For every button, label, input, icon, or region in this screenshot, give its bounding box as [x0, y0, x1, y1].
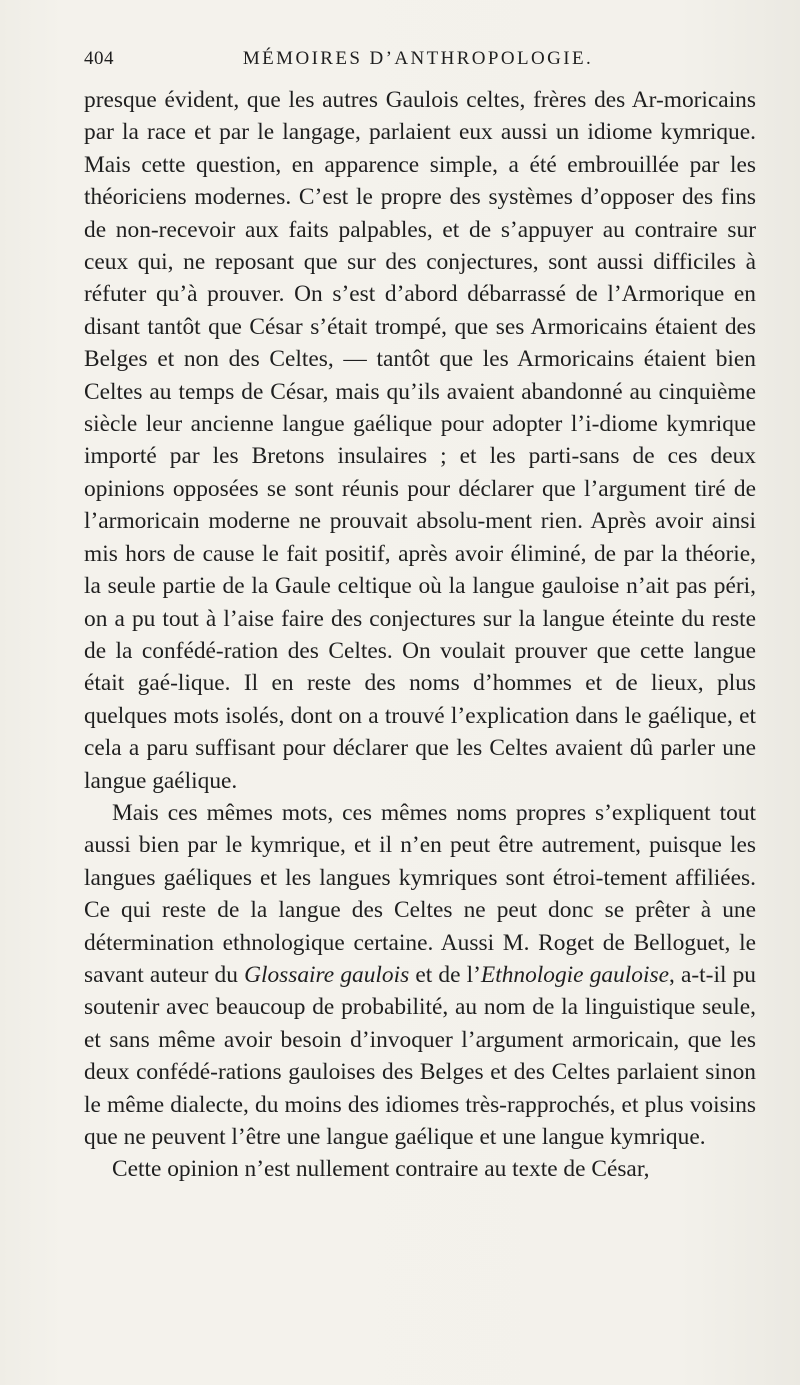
paragraph: [84, 1153, 756, 1185]
paragraph-continuation: [84, 84, 756, 797]
paragraph-text: , a-t-il pu soutenir avec beaucoup de probabilité, au nom de la linguistique seule, et sans même avoir besoin d’invoquer l’argument armoricain, que les deux confédé-rations gauloises des Belges et des Celtes parlaient sinon le même dialecte, du moins des idiomes très-rapprochés, et plus voisins que ne peuvent l’être une langue gaélique et une langue kymrique.: [84, 961, 756, 1150]
book-title-ethnologie: Ethnologie gauloise: [480, 961, 669, 988]
running-title: MÉMOIRES D’ANTHROPOLOGIE.: [242, 48, 594, 69]
paragraph-text: presque évident, que les autres Gaulois celtes, frères des Ar-moricains par la race et par le langage, parlaient eux aussi un idiome kymrique. Mais cette question, en apparence simple, a été embrouillée par les théoriciens modernes. C’est le propre des systèmes d’opposer des fins de non-recevoir aux faits palpables, et de s’appuyer au contraire sur ceux qui, ne reposant que sur des conjectures, sont aussi difficiles à réfuter qu’à prouver. On s’est d’abord débarrassé de l’Armorique en disant tantôt que César s’était trompé, que ses Armoricains étaient des Belges et non des Celtes, — tantôt que les Armoricains étaient bien Celtes au temps de César, mais qu’ils avaient abandonné au cinquième siècle leur ancienne langue gaélique pour adopter l’i-diome kymrique importé par les Bretons insulaires ; et les parti-sans de ces deux opinions opposées se sont réunis pour déclarer que l’argument tiré de l’armoricain moderne ne prouvait absolu-ment rien. Après avoir ainsi mis hors de cause le fait positif, après avoir éliminé, de par la théorie, la seule partie de la Gaule celtique où la langue gauloise n’ait pas péri, on a pu tout à l’aise faire des conjectures sur la langue éteinte du reste de la confédé-ration des Celtes. On voulait prouver que cette langue était gaé-lique. Il en reste des noms d’hommes et de lieux, plus quelques mots isolés, dont on a trouvé l’explication dans le gaélique, et cela a paru suffisant pour déclarer que les Celtes avaient dû parler une langue gaélique.: [84, 87, 756, 794]
body-text: [84, 84, 756, 1186]
page-header: [84, 48, 752, 76]
paragraph: [84, 797, 756, 1153]
paragraph-text: et de l’: [409, 961, 481, 988]
page-number: 404: [84, 48, 114, 69]
paragraph-text: Cette opinion n’est nullement contraire au texte de César,: [112, 1156, 650, 1183]
paragraph-text: Mais ces mêmes mots, ces mêmes noms propres s’expliquent tout aussi bien par le kymrique, et il n’en peut être autrement, puisque les langues gaéliques et les langues kymriques sont étroi-tement affiliées. Ce qui reste de la langue des Celtes ne peut donc se prêter à une détermination ethnologique certaine. Aussi M. Roget de Belloguet, le savant auteur du: [84, 799, 756, 988]
book-title-glossaire: Glossaire gaulois: [244, 961, 410, 988]
